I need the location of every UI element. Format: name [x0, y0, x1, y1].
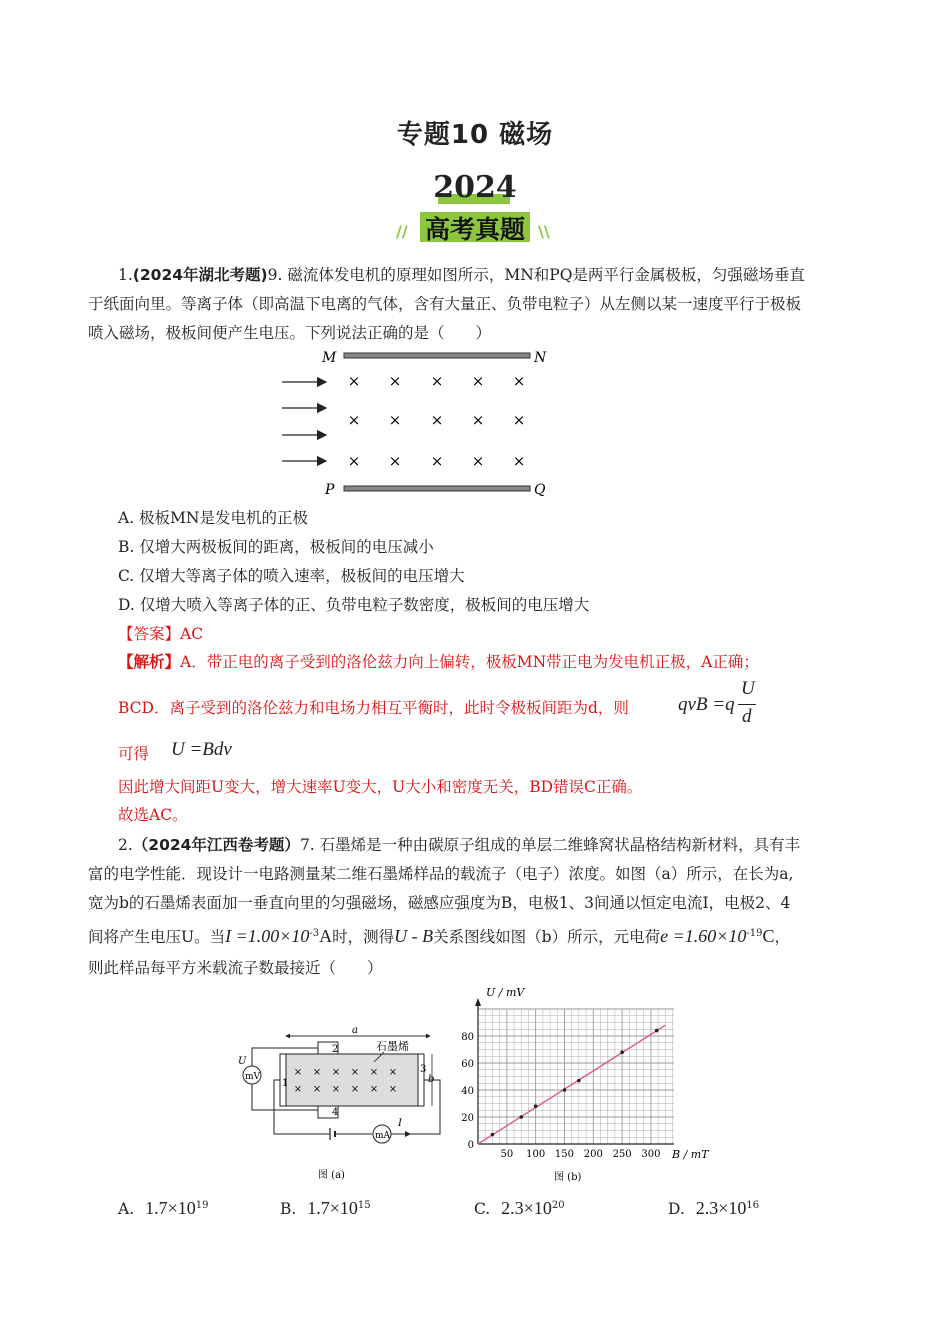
q1-line3: 喷入磁场，极板间便产生电压。下列说法正确的是（ ）: [88, 324, 492, 342]
field-cross: ×: [388, 452, 402, 470]
magnetic-field-crosses: [348, 372, 526, 470]
q2-option-d-value: 2.3×10: [695, 1198, 747, 1218]
data-point: [620, 1050, 624, 1054]
q1-analysis-1: [118, 651, 759, 673]
analysis-tag: 【解析】: [118, 653, 181, 671]
label-n: N: [534, 350, 547, 366]
data-point: [577, 1079, 581, 1083]
q2-option-a: [118, 1198, 208, 1219]
x-tick-label: 50: [500, 1149, 514, 1160]
label-electrode-4: 4: [332, 1107, 339, 1118]
field-cross: ×: [471, 372, 485, 390]
q1-line1: [118, 264, 805, 286]
q2-chart: [452, 980, 722, 1188]
q2-line3: 宽为b的石墨烯表面加一垂直向里的匀强磁场，磁感应强度为B，电极1、3间通以恒定电流I，电极2、4: [88, 894, 791, 912]
q2-option-a-value: 1.7×10: [145, 1198, 196, 1218]
q2-option-c: [474, 1198, 565, 1219]
q2-option-b-letter: B.: [280, 1200, 297, 1218]
field-cross: ×: [312, 1084, 322, 1095]
q2-text4d: ，: [774, 928, 791, 947]
q1-analysis-2: BCD．离子受到的洛伦兹力和电场力相互平衡时，此时令极板间距为d，则: [118, 699, 629, 717]
data-point: [534, 1104, 538, 1108]
q2-eq-charge-exp: -19: [746, 928, 763, 939]
field-cross: ×: [471, 411, 485, 429]
field-cross: ×: [430, 372, 444, 390]
field-cross: ×: [471, 452, 485, 470]
q2-line5: 则此样品每平方米载流子数最接近（ ）: [88, 959, 383, 977]
x-axis-label: B / mT: [672, 1148, 709, 1161]
q1-answer: 【答案】AC: [118, 625, 204, 643]
field-cross: ×: [347, 452, 361, 470]
y-axis-label: U / mV: [486, 986, 525, 999]
q1-source: (2024年湖北考题): [132, 266, 268, 284]
field-cross: ×: [312, 1067, 322, 1078]
badge-slash-left: //: [396, 222, 408, 241]
q1-line2: 于纸面向里。等离子体（即高温下电离的气体，含有大量正、负带电粒子）从左侧以某一速度平行于极板: [88, 295, 802, 313]
x-tick-label: 300: [641, 1149, 661, 1160]
caption-a: 图 (a): [318, 1170, 345, 1181]
q2-option-d: [668, 1198, 759, 1219]
field-cross: ×: [369, 1084, 379, 1095]
field-cross: ×: [293, 1084, 303, 1095]
q2-text4c: 关系图线如图（b）所示，元电荷: [433, 928, 661, 947]
field-cross: ×: [331, 1067, 341, 1078]
caption-b: 图 (b): [554, 1172, 582, 1183]
q2-option-b: [280, 1198, 371, 1219]
y-tick-label: 20: [461, 1113, 474, 1124]
chart-ticks: [461, 1032, 660, 1160]
q1-analysis-3: 可得: [118, 745, 150, 763]
field-cross: ×: [512, 452, 526, 470]
label-electrode-3: 3: [420, 1064, 427, 1075]
q2-text4b: 时，测得: [332, 928, 395, 947]
field-cross: ×: [430, 411, 444, 429]
q2-number: 2.: [118, 836, 133, 854]
q2-line2: 富的电学性能．现设计一电路测量某二维石墨烯样品的载流子（电子）浓度。如图（a）所示，在长为a,: [88, 865, 794, 883]
q1-option-c: C. 仅增大等离子体的喷入速率，极板间的电压增大: [118, 567, 465, 585]
q2-source: （2024年江西卷考题）: [132, 836, 300, 854]
label-i: I: [398, 1118, 402, 1129]
field-cross: ×: [347, 411, 361, 429]
eq1-left: qvB =q: [678, 694, 735, 715]
field-cross: ×: [350, 1067, 360, 1078]
q1-option-a: A. 极板MN是发电机的正极: [118, 509, 308, 527]
q2-option-c-value: 2.3×10: [501, 1198, 552, 1218]
field-cross: ×: [388, 1067, 398, 1078]
graphene-sample: [286, 1054, 418, 1106]
field-cross: ×: [388, 372, 402, 390]
badge-year: 2024: [433, 170, 517, 205]
field-cross: ×: [512, 411, 526, 429]
badge-label: 高考真题: [424, 215, 525, 244]
field-cross: ×: [388, 411, 402, 429]
x-tick-label: 200: [583, 1149, 603, 1160]
field-cross: ×: [347, 372, 361, 390]
plate-mn: [344, 353, 530, 358]
equation-2: U =Bdv: [171, 739, 232, 760]
field-cross: ×: [388, 1084, 398, 1095]
chart-axes: [475, 998, 674, 1144]
q2-eq-charge: e =1.60×10: [660, 926, 747, 947]
q2-eq-ub: U - B: [394, 926, 434, 947]
eq1-fraction-bar: [738, 704, 756, 705]
q1-analysis-4: 因此增大间距U变大，增大速率U变大，U大小和密度无关，BD错误C正确。: [118, 778, 643, 796]
data-point: [563, 1088, 567, 1092]
eq1-numerator: U: [741, 678, 755, 699]
data-point: [491, 1133, 495, 1137]
eq1-denominator: d: [742, 706, 752, 727]
q1-text1: 9. 磁流体发电机的原理如图所示，MN和PQ是两平行金属极板，匀强磁场垂直: [267, 266, 805, 284]
label-ma: mA: [375, 1131, 391, 1141]
y-tick-label: 40: [461, 1086, 474, 1097]
y-tick-label: 60: [461, 1059, 474, 1070]
x-tick-label: 150: [554, 1149, 575, 1160]
q2-option-a-exp: 19: [195, 1199, 209, 1211]
y-tick-label: 80: [461, 1032, 474, 1043]
analysis-text1: A．带正电的离子受到的洛伦兹力向上偏转，极板MN带正电为发电机正极，A正确；: [180, 653, 759, 671]
field-cross: ×: [350, 1084, 360, 1095]
electrode-3: [418, 1054, 427, 1106]
label-m: M: [322, 350, 337, 366]
x-tick-label: 100: [526, 1149, 546, 1160]
q2-eq-charge-unit: C: [762, 926, 775, 947]
q2-option-d-exp: 16: [746, 1199, 760, 1211]
label-u: U: [238, 1056, 247, 1067]
q2-eq-current-exp: -3: [309, 928, 320, 939]
q2-option-b-exp: 15: [357, 1199, 371, 1211]
q1-option-d: D. 仅增大喷入等离子体的正、负带电粒子数密度，极板间的电压增大: [118, 596, 590, 614]
q2-line1: [118, 834, 800, 856]
year-badge: [390, 170, 560, 246]
label-mv: mV: [245, 1072, 261, 1082]
chart-grid: [478, 1009, 674, 1144]
x-tick-label: 250: [612, 1149, 632, 1160]
q2-option-c-letter: C.: [474, 1200, 491, 1218]
page-title: 专题10 磁场: [396, 120, 554, 150]
badge-slash-right: \\: [538, 222, 550, 241]
label-electrode-1: 1: [282, 1078, 289, 1089]
y-tick-label: 0: [467, 1140, 474, 1151]
q2-option-c-exp: 20: [551, 1199, 565, 1211]
q2-eq-current-unit: A: [319, 926, 333, 947]
label-p: P: [325, 482, 335, 498]
field-cross: ×: [293, 1067, 303, 1078]
q2-option-a-letter: A.: [118, 1200, 135, 1218]
q2-option-b-value: 1.7×10: [307, 1198, 358, 1218]
field-cross: ×: [512, 372, 526, 390]
q2-option-d-letter: D.: [668, 1200, 685, 1218]
q1-option-b: B. 仅增大两极板间的距离，极板间的电压减小: [118, 538, 434, 556]
q2-text4a: 间将产生电压U。当: [88, 928, 226, 947]
label-graphene: 石墨烯: [376, 1040, 409, 1053]
q2-eq-current: I =1.00×10: [225, 926, 310, 947]
field-cross: ×: [331, 1084, 341, 1095]
q1-figure: [276, 344, 556, 500]
label-electrode-2: 2: [332, 1044, 339, 1055]
y-axis-arrow: [475, 998, 481, 1006]
q2-figure-a: [234, 1024, 450, 1186]
plate-pq: [344, 486, 530, 491]
q1-analysis-5: 故选AC。: [118, 806, 188, 824]
q1-number: 1.: [118, 266, 133, 284]
field-cross: ×: [369, 1067, 379, 1078]
q2-line4: [88, 923, 790, 948]
data-point: [519, 1115, 523, 1119]
data-point: [655, 1029, 659, 1033]
q2-text1: 7. 石墨烯是一种由碳原子组成的单层二维蜂窝状晶格结构新材料，具有丰: [299, 836, 801, 854]
label-b: b: [428, 1074, 435, 1085]
label-a: a: [352, 1025, 358, 1036]
label-q: Q: [534, 482, 546, 498]
field-cross: ×: [430, 452, 444, 470]
